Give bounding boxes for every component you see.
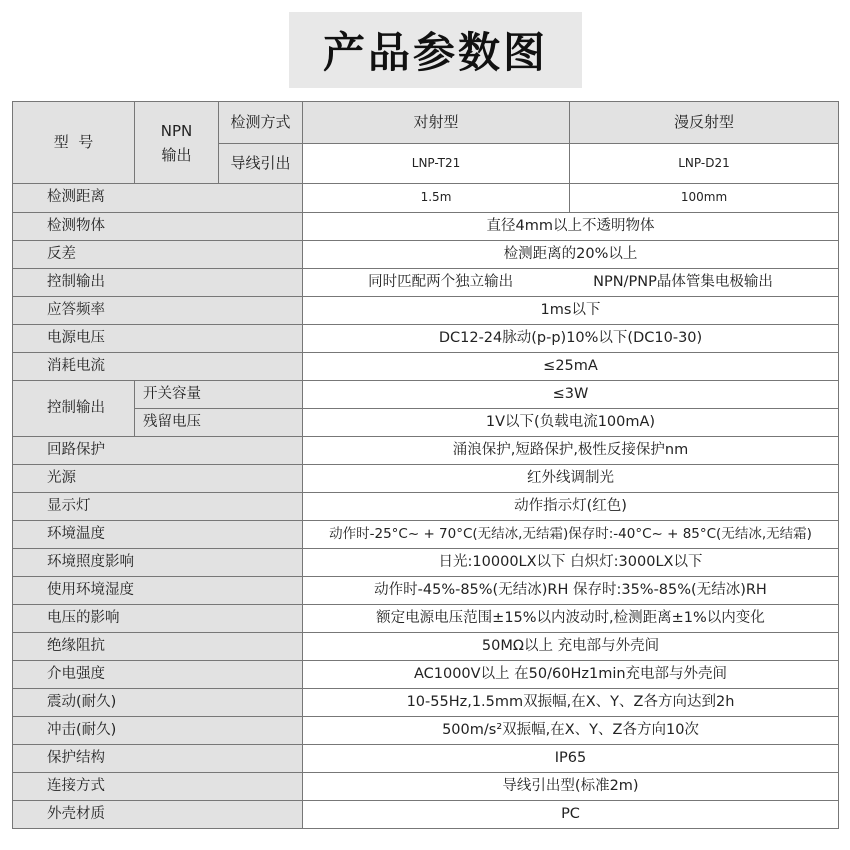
- row-value: AC1000V以上 在50/60Hz1min充电部与外壳间: [303, 661, 839, 689]
- model-diffuse: LNP-D21: [570, 144, 839, 184]
- row-value: 500m/s²双振幅,在X、Y、Z各方向10次: [303, 717, 839, 745]
- spec-table: [12, 101, 839, 829]
- type-thru-beam: 对射型: [303, 102, 570, 144]
- table-row: [13, 717, 839, 745]
- row-label: 光源: [13, 465, 303, 493]
- table-row: [13, 633, 839, 661]
- table-row: [13, 297, 839, 325]
- row-label: 电压的影响: [13, 605, 303, 633]
- row-value: 1ms以下: [303, 297, 839, 325]
- row-label: 反差: [13, 241, 303, 269]
- row-label: 冲击(耐久): [13, 717, 303, 745]
- table-row: [13, 605, 839, 633]
- row-label: 回路保护: [13, 437, 303, 465]
- row-value: 额定电源电压范围±15%以内波动时,检测距离±1%以内变化: [303, 605, 839, 633]
- table-row: [13, 661, 839, 689]
- type-diffuse: 漫反射型: [570, 102, 839, 144]
- row-value: 动作时-45%-85%(无结冰)RH 保存时:35%-85%(无结冰)RH: [303, 577, 839, 605]
- table-row: [13, 549, 839, 577]
- table-row: [13, 409, 839, 437]
- table-row: [13, 184, 839, 213]
- table-row: [13, 269, 839, 297]
- row-value: 涌浪保护,短路保护,极性反接保护nm: [303, 437, 839, 465]
- row-label: 控制输出: [13, 381, 135, 437]
- detect-distance-thru: 1.5m: [303, 184, 570, 213]
- row-value: ≤25mA: [303, 353, 839, 381]
- table-row: [13, 773, 839, 801]
- wire-label: 导线引出: [219, 144, 303, 184]
- page-title: 产品参数图: [322, 28, 548, 77]
- table-row: [13, 689, 839, 717]
- table-row: [13, 745, 839, 773]
- table-row: [13, 213, 839, 241]
- table-row: [13, 801, 839, 829]
- row-value: PC: [303, 801, 839, 829]
- table-row: [13, 521, 839, 549]
- row-value: 10-55Hz,1.5mm双振幅,在X、Y、Z各方向达到2h: [303, 689, 839, 717]
- row-value: 导线引出型(标准2m): [303, 773, 839, 801]
- table-row: [13, 381, 839, 409]
- npn-output-label: NPN 输出: [135, 102, 219, 184]
- row-label: 震动(耐久): [13, 689, 303, 717]
- row-label: 介电强度: [13, 661, 303, 689]
- table-row: [13, 577, 839, 605]
- detect-method-label: 检测方式: [219, 102, 303, 144]
- control-output-mode: 同时匹配两个独立输出: [368, 273, 514, 290]
- table-row: [13, 493, 839, 521]
- row-label: 绝缘阻抗: [13, 633, 303, 661]
- row-value: 50MΩ以上 充电部与外壳间: [303, 633, 839, 661]
- row-value: IP65: [303, 745, 839, 773]
- row-value: DC12-24脉动(p-p)10%以下(DC10-30): [303, 325, 839, 353]
- sub-label-switch-capacity: 开关容量: [135, 381, 303, 409]
- row-label: 连接方式: [13, 773, 303, 801]
- row-label: 电源电压: [13, 325, 303, 353]
- row-label: 控制输出: [13, 269, 303, 297]
- row-label: 使用环境湿度: [13, 577, 303, 605]
- row-label: 外壳材质: [13, 801, 303, 829]
- detect-distance-diffuse: 100mm: [570, 184, 839, 213]
- model-thru-beam: LNP-T21: [303, 144, 570, 184]
- row-value: 直径4mm以上不透明物体: [303, 213, 839, 241]
- row-value: 日光:10000LX以下 白炽灯:3000LX以下: [303, 549, 839, 577]
- row-label: 应答频率: [13, 297, 303, 325]
- row-label: 保护结构: [13, 745, 303, 773]
- switch-capacity-value: ≤3W: [303, 381, 839, 409]
- table-row: [13, 241, 839, 269]
- row-value: [303, 269, 839, 297]
- residual-voltage-value: 1V以下(负载电流100mA): [303, 409, 839, 437]
- row-label: 环境照度影响: [13, 549, 303, 577]
- model-label: 型 号: [13, 102, 135, 184]
- title-banner: [289, 12, 582, 88]
- table-row: [13, 102, 839, 144]
- row-label: 显示灯: [13, 493, 303, 521]
- row-label: 检测物体: [13, 213, 303, 241]
- control-output-type: NPN/PNP晶体管集电极输出: [593, 273, 773, 290]
- table-row: [13, 353, 839, 381]
- row-value: 检测距离的20%以上: [303, 241, 839, 269]
- table-row: [13, 325, 839, 353]
- table-row: [13, 465, 839, 493]
- row-label: 检测距离: [13, 184, 303, 213]
- row-value: 动作时-25°C~ + 70°C(无结冰,无结霜)保存时:-40°C~ + 85°C(无结冰,无结霜): [303, 521, 839, 549]
- table-row: [13, 437, 839, 465]
- row-value: 红外线调制光: [303, 465, 839, 493]
- row-label: 消耗电流: [13, 353, 303, 381]
- row-value: 动作指示灯(红色): [303, 493, 839, 521]
- row-label: 环境温度: [13, 521, 303, 549]
- sub-label-residual-voltage: 残留电压: [135, 409, 303, 437]
